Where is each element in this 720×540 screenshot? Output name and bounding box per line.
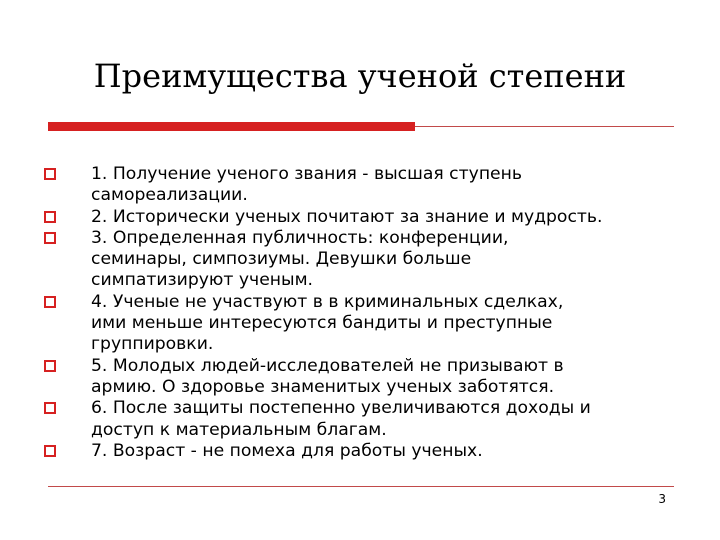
list-item-line: 2. Исторически ученых почитают за знание и мудрость. [91,206,603,227]
list-item-line: армию. О здоровье знаменитых ученых заботятся. [91,376,555,397]
list-item-line: самореализации. [91,185,248,206]
hollow-square-icon [44,445,56,457]
list-item-line: 7. Возраст - не помеха для работы ученых. [91,440,483,461]
list-item [44,228,684,292]
hollow-square-icon [44,360,56,372]
slide-title: Преимущества ученой степени [93,57,627,95]
hollow-square-icon [44,296,56,308]
list-item [44,441,684,462]
hollow-square-icon [44,168,56,180]
bullet-list [44,164,684,462]
list-item [44,164,684,207]
list-item [44,292,684,356]
hollow-square-icon [44,402,56,414]
list-item-line: 3. Определенная публичность: конференции, [91,227,509,248]
list-item-line: 4. Ученые не участвуют в в криминальных сделках, [91,291,564,312]
list-item [44,207,684,228]
hollow-square-icon [44,232,56,244]
list-item-line: группировки. [91,334,214,355]
list-item-line: симпатизируют ученым. [91,270,314,291]
list-item-line: 1. Получение ученого звания - высшая ступень [91,164,522,184]
page-number: 3 [658,492,666,506]
list-item-line: ими меньше интересуются бандиты и преступные [91,313,553,334]
list-item [44,356,684,399]
title-accent-bar [48,122,415,131]
list-item-line: 6. После защиты постепенно увеличиваются доходы и [91,398,591,419]
footer-divider-line [48,486,674,487]
hollow-square-icon [44,211,56,223]
list-item-line: семинары, симпозиумы. Девушки больше [91,249,472,270]
list-item [44,398,684,441]
list-item-line: доступ к материальным благам. [91,419,387,440]
list-item-line: 5. Молодых людей-исследователей не призывают в [91,355,564,376]
